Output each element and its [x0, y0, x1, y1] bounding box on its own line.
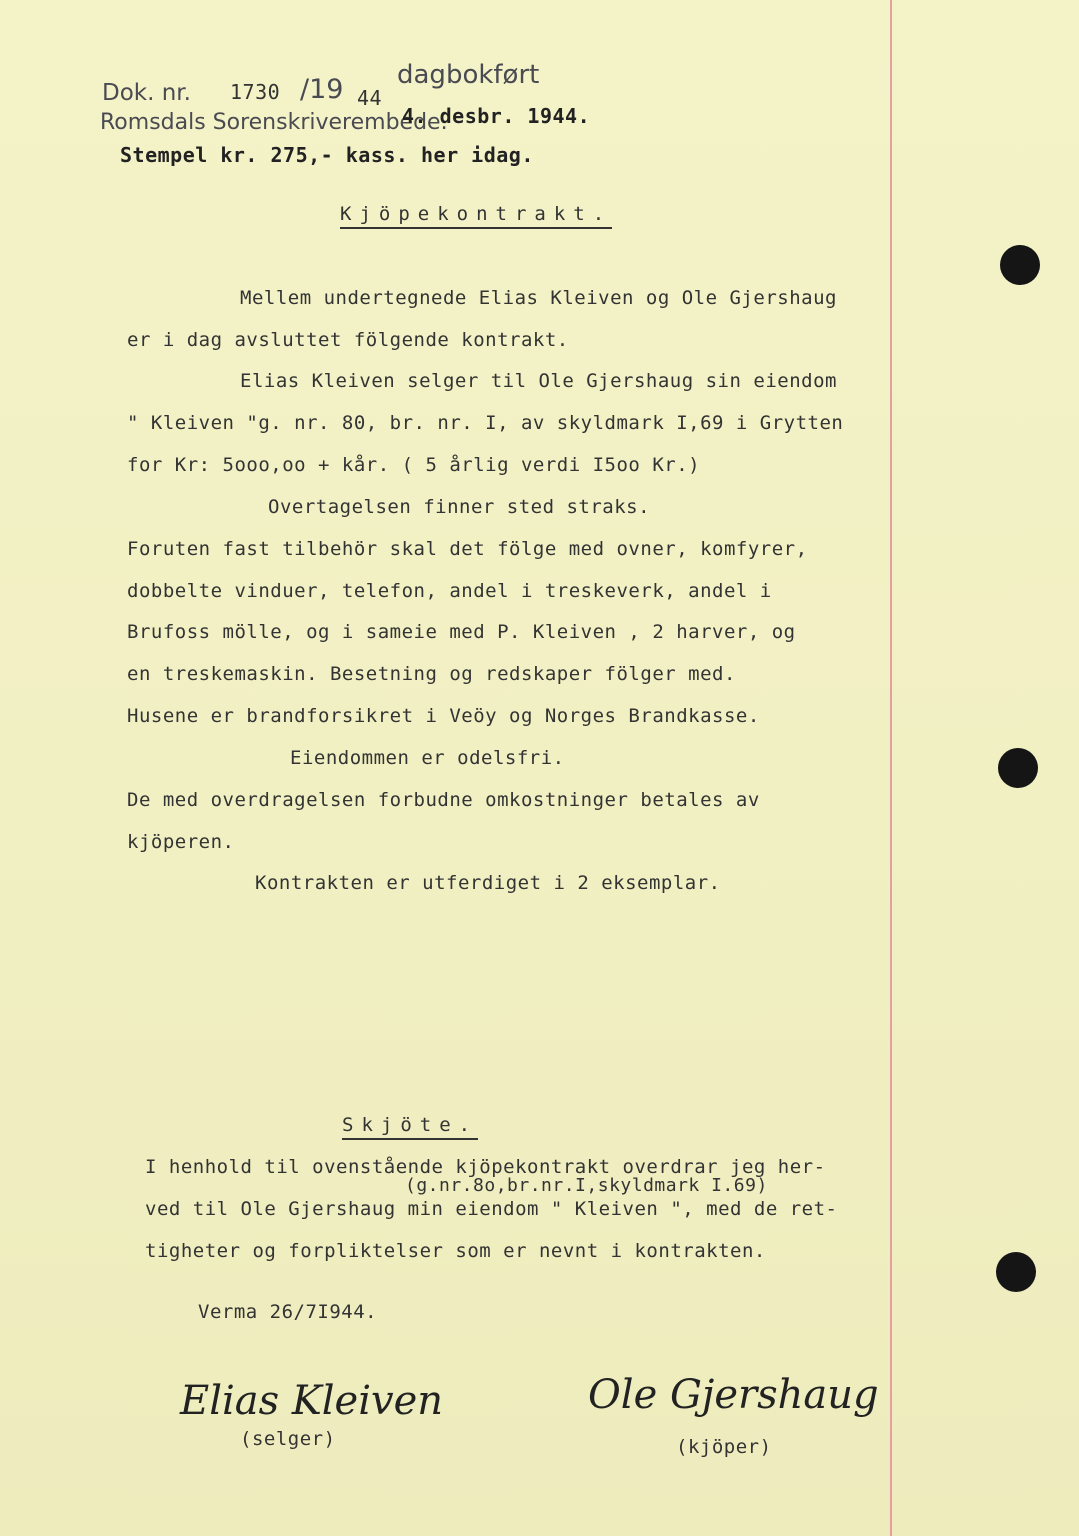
contract-title: Kjöpekontrakt. — [340, 203, 612, 229]
deed-line-1: I henhold til ovenstående kjöpekontrakt overdrar jeg her- — [145, 1156, 826, 1178]
punch-hole-bottom — [996, 1252, 1036, 1292]
seller-role: (selger) — [240, 1428, 336, 1450]
punch-hole-top — [1000, 245, 1040, 285]
buyer-signature: Ole Gjershaug — [588, 1372, 879, 1418]
stamp-fee-line: Stempel kr. 275,- kass. her idag. — [120, 143, 534, 167]
contract-line-2: er i dag avsluttet fölgende kontrakt. — [127, 329, 569, 351]
punch-hole-middle — [998, 748, 1038, 788]
office-stamp: Romsdals Sorenskriverembede. — [100, 110, 448, 135]
contract-line-8: dobbelte vinduer, telefon, andel i treskeverk, andel i — [127, 580, 772, 602]
contract-line-7: Foruten fast tilbehör skal det fölge med ovner, komfyrer, — [127, 538, 808, 560]
year-suffix: 44 — [357, 86, 383, 110]
margin-line — [890, 0, 892, 1536]
contract-line-13: De med overdragelsen forbudne omkostninger betales av — [127, 789, 760, 811]
contract-line-5: for Kr: 5ooo,oo + kår. ( 5 årlig verdi I5oo Kr.) — [127, 454, 701, 476]
contract-line-6: Overtagelsen finner sted straks. — [268, 496, 651, 518]
contract-line-1: Mellem undertegnede Elias Kleiven og Ole Gjershaug — [240, 287, 837, 309]
seller-signature: Elias Kleiven — [180, 1378, 444, 1424]
contract-line-12: Eiendommen er odelsfri. — [290, 747, 565, 769]
contract-line-4: " Kleiven "g. nr. 80, br. nr. I, av skyldmark I,69 i Grytten — [127, 412, 844, 434]
contract-line-15: Kontrakten er utferdiget i 2 eksemplar. — [255, 872, 721, 894]
deed-line-3: tigheter og forpliktelser som er nevnt i kontrakten. — [145, 1240, 766, 1262]
buyer-role: (kjöper) — [676, 1436, 772, 1458]
deed-line-2: ved til Ole Gjershaug min eiendom " Kleiven ", med de ret- — [145, 1198, 838, 1220]
dok-label: Dok. nr. — [102, 80, 191, 106]
deed-title: Skjöte. — [342, 1114, 478, 1140]
dagbokfort-stamp: dagbokført — [397, 60, 540, 90]
contract-line-11: Husene er brandforsikret i Veöy og Norges Brandkasse. — [127, 705, 760, 727]
contract-line-14: kjöperen. — [127, 831, 235, 853]
year-separator: /19 — [300, 74, 344, 105]
stamp-date: 4. desbr. 1944. — [402, 104, 591, 128]
contract-line-3: Elias Kleiven selger til Ole Gjershaug sin eiendom — [240, 370, 837, 392]
deed-insert: (g.nr.8o,br.nr.I,skyldmark I.69) — [405, 1175, 768, 1196]
dok-number: 1730 — [230, 80, 281, 104]
contract-line-10: en treskemaskin. Besetning og redskaper fölger med. — [127, 663, 736, 685]
deed-place-date: Verma 26/7I944. — [198, 1301, 378, 1323]
contract-line-9: Brufoss mölle, og i sameie med P. Kleiven , 2 harver, og — [127, 621, 796, 643]
